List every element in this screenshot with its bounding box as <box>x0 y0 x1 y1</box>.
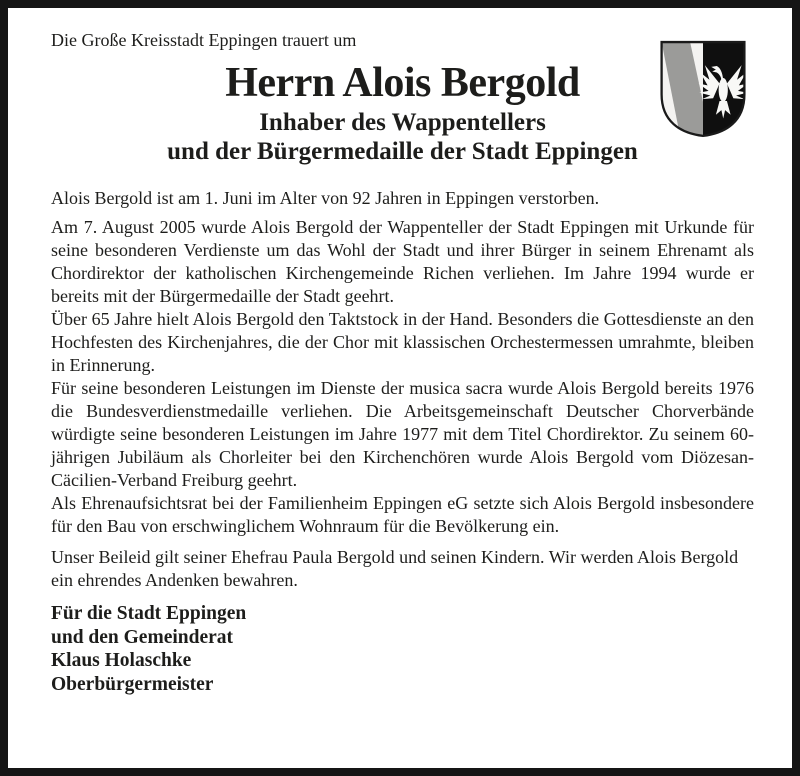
condolence-paragraph: Unser Beileid gilt seiner Ehefrau Paula Bergold und seinen Kindern. Wir werden Alois Bergold ein ehrendes Andenken bewahren. <box>51 547 739 590</box>
body-paragraph: Für seine besonderen Leistungen im Dienste der musica sacra wurde Alois Bergold bereits 1976 die Bundesverdienstmedaille verliehen. Die Arbeitsgemeinschaft Deutscher Chorverbände würdigte seine besonderen Leistungen im Jahre 1977 mit dem Titel Chordirektor. Zu seinem 60-jährigen Jubiläum als Chorleiter bei den Kirchenchören wurde Alois Bergold vom Diözesan-Cäcilien-Verband Freiburg geehrt. <box>51 378 754 490</box>
subtitle-line-1: Inhaber des Wappentellers <box>259 109 546 136</box>
subtitle-line-2: und der Bürgermedaille der Stadt Eppingen <box>167 138 638 165</box>
deceased-name-title: Herrn Alois Bergold <box>225 60 580 106</box>
intro-line: Die Große Kreisstadt Eppingen trauert um <box>51 30 357 50</box>
body-paragraph: Über 65 Jahre hielt Alois Bergold den Taktstock in der Hand. Besonders die Gottesdienste an den Hochfesten des Kirchenjahres, die der Chor mit klassischen Orchestermessen umrahmte, bleiben in Erinnerung. <box>51 309 754 375</box>
signature-line: Oberbürgermeister <box>51 673 214 695</box>
signature-line: und den Gemeinderat <box>51 626 234 648</box>
signature-block <box>51 602 754 696</box>
death-statement: Alois Bergold ist am 1. Juni im Alter von 92 Jahren in Eppingen verstorben. <box>51 188 600 208</box>
signature-line: Klaus Holaschke <box>51 650 192 671</box>
body-paragraph: Am 7. August 2005 wurde Alois Bergold der Wappenteller der Stadt Eppingen mit Urkunde für seine besonderen Verdienste um das Wohl der Stadt und ihrer Bürger in seinem Ehrenamt als Chordirektor der katholischen Kirchengemeinde Richen verliehen. Im Jahre 1994 wurde er bereits mit der Bürgermedaille der Stadt geehrt. <box>51 217 754 306</box>
body-paragraph: Als Ehrenaufsichtsrat bei der Familienheim Eppingen eG setzte sich Alois Bergold insbesondere für den Bau von erschwinglichem Wohnraum für die Bevölkerung ein. <box>51 493 754 536</box>
signature-line: Für die Stadt Eppingen <box>51 603 247 624</box>
eppingen-coat-of-arms-icon <box>657 37 749 141</box>
